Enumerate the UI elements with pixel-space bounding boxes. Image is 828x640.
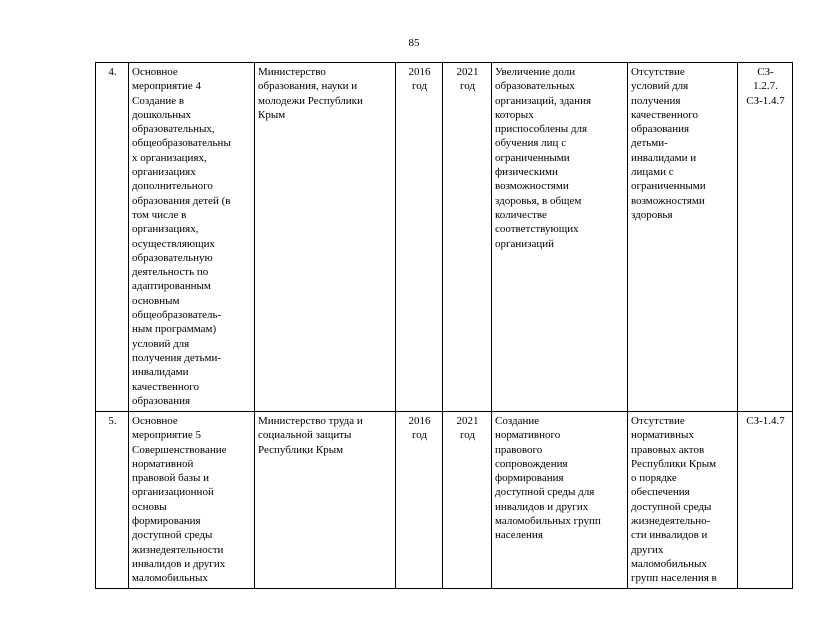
- row-number: 5.: [96, 412, 129, 589]
- indicator-codes-cell: СЗ-1.4.7: [738, 412, 793, 589]
- executor-cell: Министерство труда и социальной защиты Республики Крым: [255, 412, 396, 589]
- end-year-cell: 2021 год: [443, 412, 492, 589]
- executor-cell: Министерство образования, науки и молодежи Республики Крым: [255, 63, 396, 412]
- measures-table: [95, 62, 793, 589]
- table-row: [96, 412, 793, 589]
- expected-result-cell: Создание нормативного правового сопровождения формирования доступной среды для инвалидов и других маломобильных групп населения: [492, 412, 628, 589]
- activity-cell: Основное мероприятие 4 Создание в дошкольных образовательных, общеобразовательны х организациях, организациях дополнительного образования детей (в том числе в организациях, осуществляющих образовательную деятельность по адаптированным основным общеобразователь- ным программам) условий для получения детьми- инвалидами качественного образования: [129, 63, 255, 412]
- consequences-cell: Отсутствие нормативных правовых актов Республики Крым о порядке обеспечения доступной среды жизнедеятельно- сти инвалидов и других маломобильных групп населения в: [628, 412, 738, 589]
- consequences-cell: Отсутствие условий для получения качественного образования детьми- инвалидами и лицами с ограниченными возможностями здоровья: [628, 63, 738, 412]
- indicator-codes-cell: СЗ- 1.2.7. СЗ-1.4.7: [738, 63, 793, 412]
- activity-cell: Основное мероприятие 5 Совершенствование нормативной правовой базы и организационной основы формирования доступной среды жизнедеятельности инвалидов и других маломобильных: [129, 412, 255, 589]
- start-year-cell: 2016 год: [396, 63, 443, 412]
- page-number: 85: [408, 37, 420, 49]
- row-number: 4.: [96, 63, 129, 412]
- table-row: [96, 63, 793, 412]
- expected-result-cell: Увеличение доли образовательных организаций, здания которых приспособлены для обучения лиц с ограниченными физическими возможностями здоровья, в общем количестве соответствующих организаций: [492, 63, 628, 412]
- start-year-cell: 2016 год: [396, 412, 443, 589]
- end-year-cell: 2021 год: [443, 63, 492, 412]
